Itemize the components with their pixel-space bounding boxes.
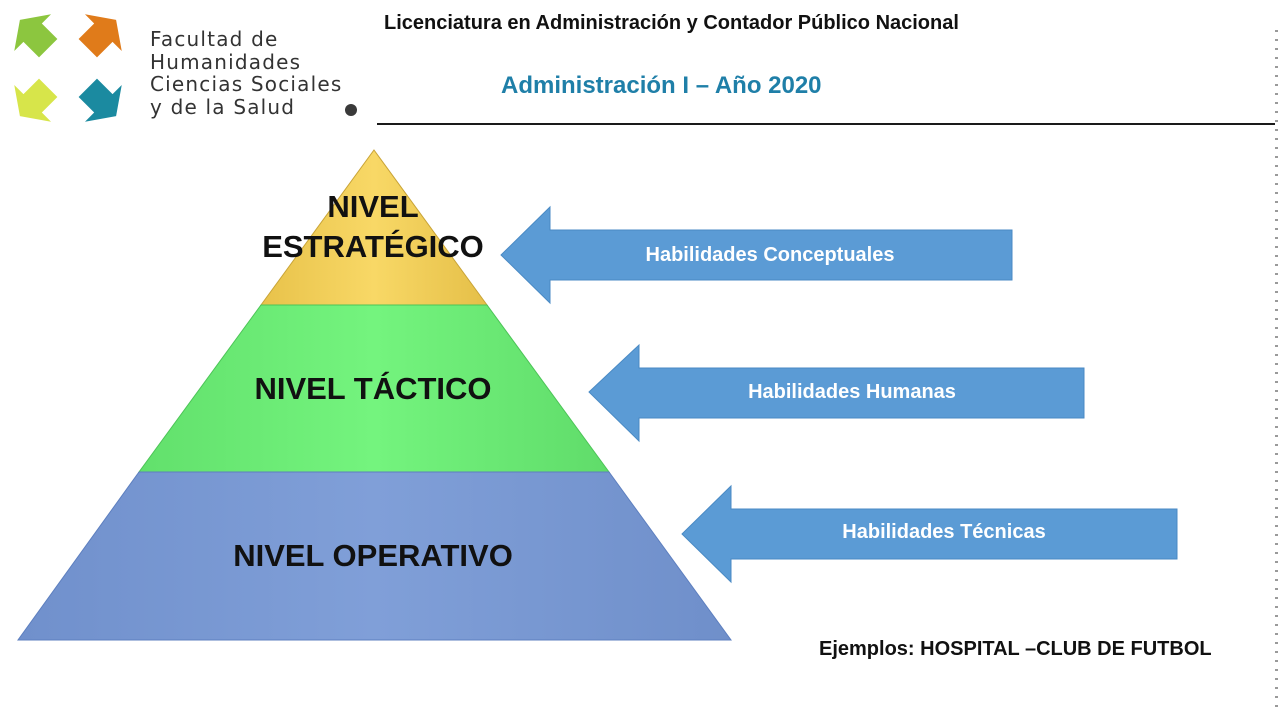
strategic-level-label — [243, 187, 503, 267]
faculty-name-line: Ciencias Sociales — [150, 72, 343, 96]
faculty-name-line: Humanidades — [150, 49, 302, 74]
tactical-level-label: NIVEL TÁCTICO — [254, 371, 492, 406]
human-skills-label: Habilidades Humanas — [748, 381, 956, 403]
examples-note: Ejemplos: HOSPITAL –CLUB DE FUTBOL — [819, 638, 1212, 660]
faculty-name-line: Facultad de — [150, 27, 279, 51]
conceptual-skills-label: Habilidades Conceptuales — [645, 244, 895, 266]
page-title: Licenciatura en Administración y Contador Público Nacional — [384, 12, 959, 34]
strategic-level-line: NIVEL — [327, 189, 419, 224]
operational-level-label: NIVEL OPERATIVO — [233, 538, 513, 573]
faculty-name-line: y de la Salud — [150, 94, 296, 119]
technical-skills-label: Habilidades Técnicas — [842, 521, 1046, 543]
page-subtitle: Administración I – Año 2020 — [501, 72, 822, 99]
strategic-level-line: ESTRATÉGICO — [262, 229, 484, 264]
